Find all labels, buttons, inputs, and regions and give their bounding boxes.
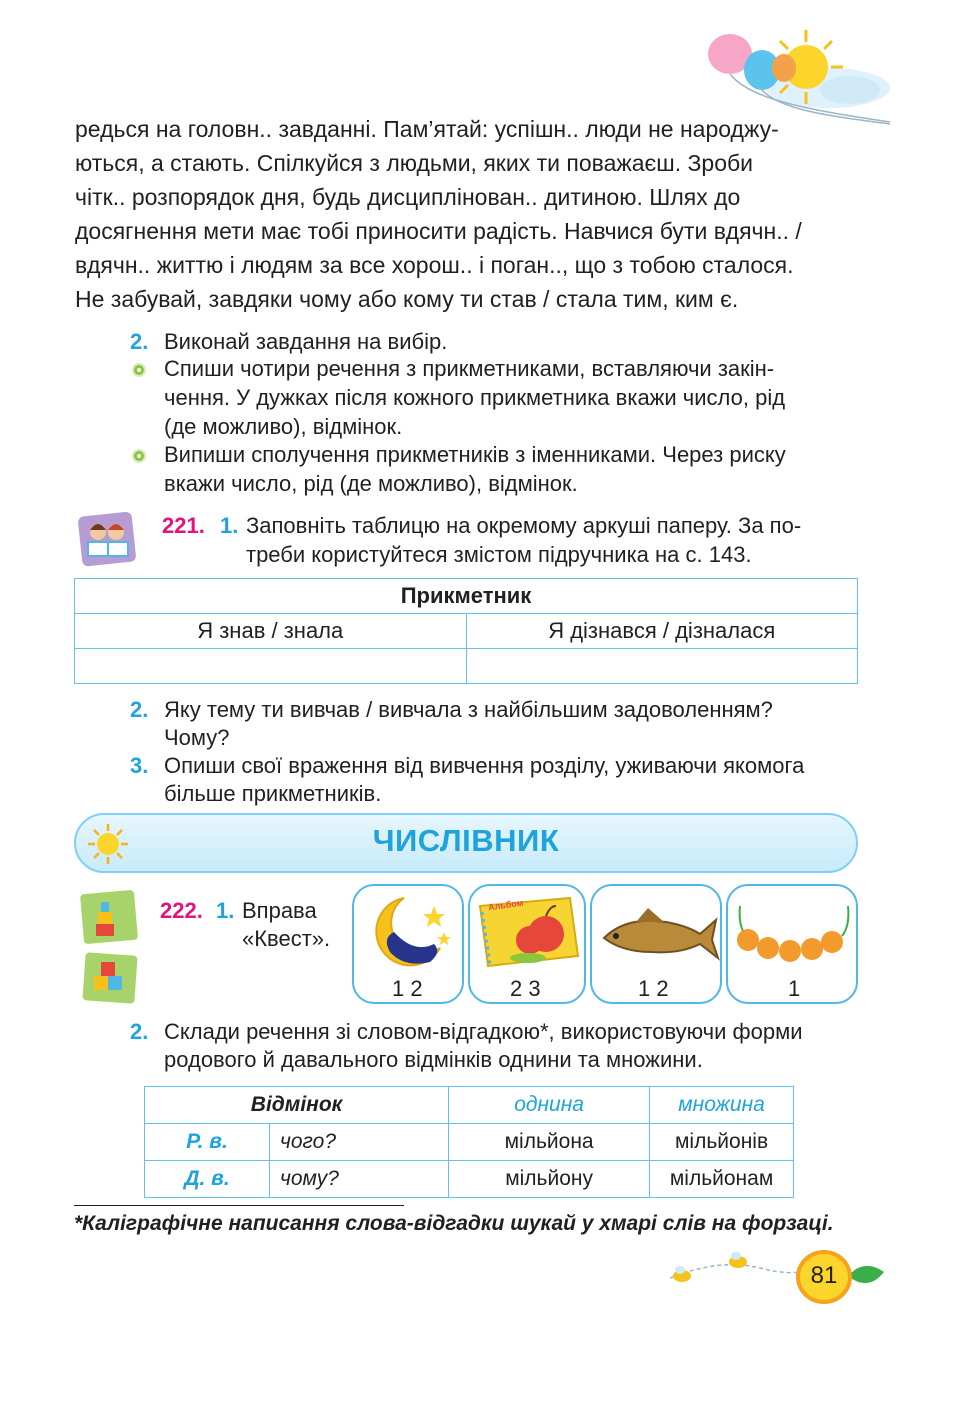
ex222-sub-number: 1. xyxy=(216,898,235,923)
ex221-number: 221. xyxy=(162,513,205,538)
fish-icon xyxy=(596,900,720,970)
ex222-number: 222. xyxy=(160,898,203,923)
table-head-singular: однина xyxy=(449,1087,650,1124)
letter-blocks-icon xyxy=(80,950,140,1006)
quest-card-label: 2 3 xyxy=(510,976,541,1001)
intro-line-2: ються, а стають. Спілкуйся з людьми, яких ти поважаєш. Зроби xyxy=(75,150,754,176)
case-abbr: Р. в. xyxy=(145,1124,270,1161)
ex221-q2-line2: Чому? xyxy=(164,725,230,750)
footnote: *Каліграфічне написання слова-відгадки шукай у хмарі слів на форзаці. xyxy=(74,1212,834,1235)
ex222-text2: «Квест». xyxy=(242,926,331,951)
task2-bullet1-line3: (де можливо), відмінок. xyxy=(164,414,403,439)
table-head-case: Відмінок xyxy=(145,1087,449,1124)
leaf-icon xyxy=(846,1258,886,1292)
intro-line-1: редься на головн.. завданні. Пам’ятай: успішн.. люди не народжу- xyxy=(75,116,779,142)
intro-line-3: чітк.. розпорядок дня, будь дисциплінован.. дитиною. Шлях до xyxy=(75,184,741,210)
quest-card-moon xyxy=(352,884,464,1004)
case-plural: мільйонам xyxy=(650,1161,794,1198)
ex221-q3-line1: Опиши свої враження від вивчення розділу, уживаючи якомога xyxy=(164,753,805,778)
task2-bullet2-line1: Випиши сполучення прикметників з іменниками. Через риску xyxy=(164,442,786,467)
table-col-learned: Я дізнався / дізналася xyxy=(466,614,858,649)
balloons-sun-decoration-icon xyxy=(700,30,900,125)
quest-card-fish xyxy=(590,884,722,1004)
quest-card-album xyxy=(468,884,586,1004)
case-table xyxy=(144,1086,794,1198)
quest-card-label: 1 2 xyxy=(638,976,669,1001)
reading-children-icon xyxy=(76,508,140,570)
task2-text: Виконай завдання на вибір. xyxy=(164,329,448,354)
quest-card-label: 1 xyxy=(788,976,801,1001)
ex221-line1: Заповніть таблицю на окремому аркуші паперу. За по- xyxy=(246,513,802,538)
toy-pyramid-icon xyxy=(78,888,140,946)
ex222-q2-line1: Склади речення зі словом-відгадкою*, використовуючи форми xyxy=(164,1019,803,1044)
case-singular: мільйону xyxy=(449,1161,650,1198)
ex221-q3-line2: більше прикметників. xyxy=(164,781,382,806)
case-plural: мільйонів xyxy=(650,1124,794,1161)
page-number: 81 xyxy=(810,1262,838,1289)
intro-line-4: досягнення мети має тобі приносити радість. Навчися бути вдячн.. / xyxy=(75,218,802,244)
footnote-divider xyxy=(74,1205,404,1206)
table-header: Прикметник xyxy=(75,579,858,614)
ex221-sub-number: 1. xyxy=(220,513,239,538)
task2-bullet2-line2: вкажи число, рід (де можливо), відмінок. xyxy=(164,471,578,496)
table-cell-empty[interactable] xyxy=(466,649,858,684)
beads-icon xyxy=(732,896,856,972)
intro-line-5: вдячн.. життю і людям за все хорош.. і поган.., що з тобою сталося. xyxy=(75,252,794,278)
bees-decoration-icon xyxy=(660,1248,810,1298)
case-question: чого? xyxy=(270,1124,449,1161)
case-singular: мільйона xyxy=(449,1124,650,1161)
moon-stars-icon xyxy=(364,892,454,974)
knowledge-table xyxy=(74,578,858,684)
ex222-text1: Вправа xyxy=(242,898,317,923)
table-head-plural: множина xyxy=(650,1087,794,1124)
task2-bullet1-line2: чення. У дужках після кожного прикметника вкажи число, рід xyxy=(164,385,786,410)
ex221-q2-number: 2. xyxy=(130,697,149,722)
ex221-line2: треби користуйтеся змістом підручника на с. 143. xyxy=(246,542,752,567)
task2-bullet1-line1: Спиши чотири речення з прикметниками, вставляючи закін- xyxy=(164,356,775,381)
quest-card-label: 1 2 xyxy=(392,976,423,1001)
album-word: Альбом xyxy=(487,897,524,913)
task2-number: 2. xyxy=(130,329,149,354)
quest-card-beads xyxy=(726,884,858,1004)
ex222-q2-number: 2. xyxy=(130,1019,149,1044)
ex222-q2-line2: родового й давального відмінків однини та множини. xyxy=(164,1047,703,1072)
table-cell-empty[interactable] xyxy=(75,649,467,684)
section-title: ЧИСЛІВНИК xyxy=(372,823,560,858)
ex221-q3-number: 3. xyxy=(130,753,149,778)
bullet-icon xyxy=(132,363,146,377)
intro-line-6: Не забувай, завдяки чому або кому ти став / стала тим, ким є. xyxy=(75,286,739,312)
bullet-icon xyxy=(132,449,146,463)
ex221-q2-line1: Яку тему ти вивчав / вивчала з найбільшим задоволенням? xyxy=(164,697,773,722)
case-question: чому? xyxy=(270,1161,449,1198)
table-col-known: Я знав / знала xyxy=(75,614,467,649)
case-abbr: Д. в. xyxy=(145,1161,270,1198)
